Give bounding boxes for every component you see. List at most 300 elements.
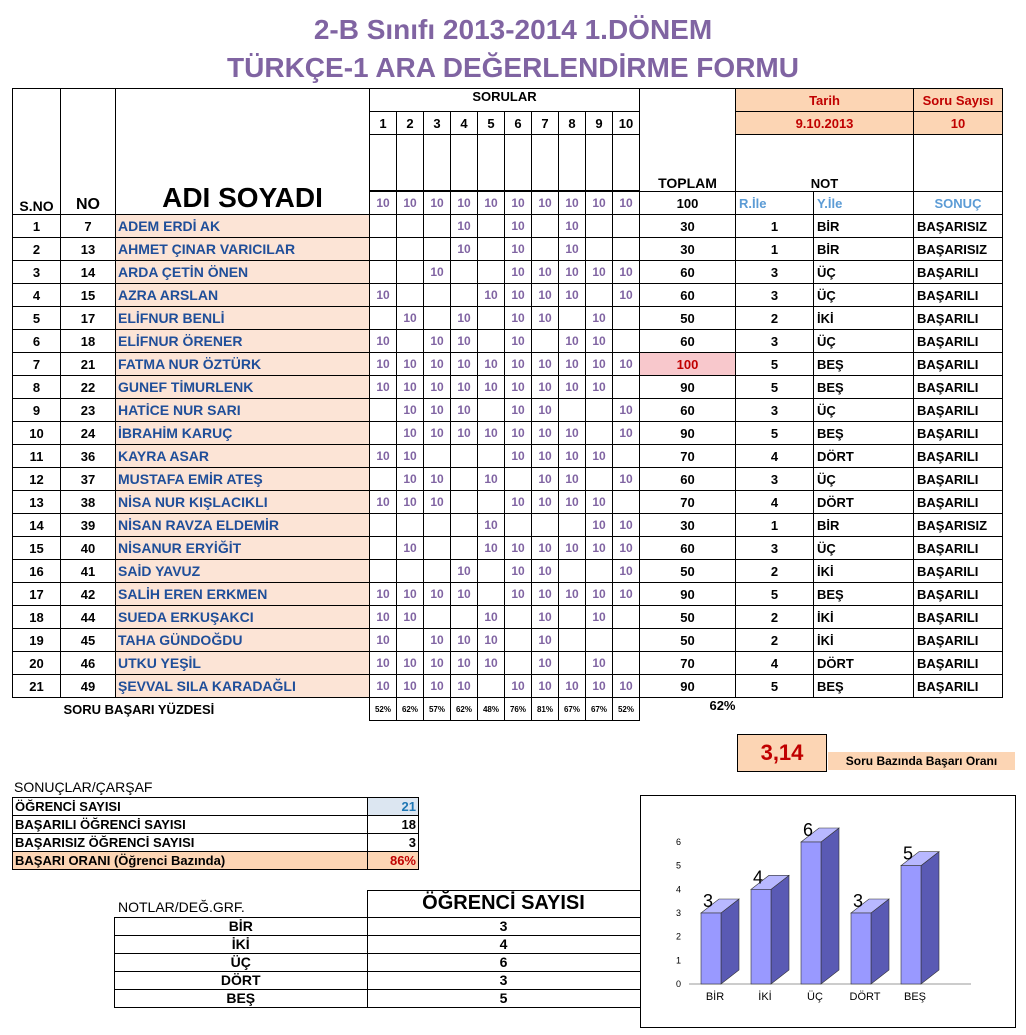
question-score: 10	[532, 399, 559, 422]
title-line1: 2-B Sınıfı 2013-2014 1.DÖNEM	[313, 14, 713, 45]
question-score: 10	[505, 491, 532, 514]
grade-name: DÖRT	[115, 971, 368, 989]
question-score: 10	[586, 261, 613, 284]
question-score: 10	[370, 353, 397, 376]
student-no: 36	[61, 445, 116, 468]
question-score	[559, 560, 586, 583]
question-score: 10	[397, 675, 424, 698]
student-grade-number: 2	[736, 629, 814, 652]
student-total: 60	[640, 261, 736, 284]
question-score: 10	[424, 261, 451, 284]
question-blank	[613, 135, 640, 191]
student-result: BAŞARISIZ	[914, 238, 1003, 261]
student-total: 90	[640, 675, 736, 698]
question-points: 10	[532, 192, 559, 215]
question-points: 10	[370, 192, 397, 215]
question-score	[559, 606, 586, 629]
question-score: 10	[451, 583, 478, 606]
question-score: 10	[451, 675, 478, 698]
bar-value-label: 3	[853, 891, 864, 911]
student-grade-number: 5	[736, 422, 814, 445]
student-total: 70	[640, 491, 736, 514]
student-total: 60	[640, 399, 736, 422]
bar-side	[771, 875, 789, 984]
grade-count: 4	[367, 935, 640, 953]
question-score: 10	[451, 560, 478, 583]
question-score: 10	[451, 629, 478, 652]
student-sno: 9	[13, 399, 61, 422]
student-sno: 20	[13, 652, 61, 675]
table-row	[13, 215, 1003, 238]
question-score: 10	[370, 376, 397, 399]
question-blank	[397, 135, 424, 191]
student-grade-number: 2	[736, 606, 814, 629]
question-score: 10	[370, 675, 397, 698]
student-grade-word: ÜÇ	[814, 468, 914, 491]
question-score	[478, 560, 505, 583]
question-score: 10	[532, 307, 559, 330]
student-total: 30	[640, 238, 736, 261]
table-row	[13, 422, 1003, 445]
student-no: 17	[61, 307, 116, 330]
summary-row	[13, 834, 419, 852]
student-grade-number: 1	[736, 215, 814, 238]
student-sno: 2	[13, 238, 61, 261]
student-result: BAŞARILI	[914, 468, 1003, 491]
question-score: 10	[424, 330, 451, 353]
student-name: NİSANUR ERYİĞİT	[116, 537, 370, 560]
student-result: BAŞARILI	[914, 399, 1003, 422]
question-score: 10	[559, 238, 586, 261]
student-result: BAŞARILI	[914, 537, 1003, 560]
student-sno: 4	[13, 284, 61, 307]
question-score	[613, 652, 640, 675]
question-score: 10	[397, 307, 424, 330]
student-total: 60	[640, 468, 736, 491]
student-no: 7	[61, 215, 116, 238]
title-line2: TÜRKÇE-1 ARA DEĞERLENDİRME FORMU	[227, 52, 799, 83]
question-score	[478, 491, 505, 514]
table-row	[13, 399, 1003, 422]
question-score	[505, 514, 532, 537]
y-tick-label: 4	[675, 884, 681, 895]
student-grade-word: BEŞ	[814, 583, 914, 606]
table-row	[13, 606, 1003, 629]
question-score	[559, 652, 586, 675]
question-score: 10	[613, 537, 640, 560]
student-no: 24	[61, 422, 116, 445]
bar-side	[821, 828, 839, 984]
student-grade-number: 2	[736, 560, 814, 583]
question-score	[586, 238, 613, 261]
question-score: 10	[397, 606, 424, 629]
question-score: 10	[424, 491, 451, 514]
question-success-percent: 81%	[532, 698, 559, 721]
bar-value-label: 6	[803, 820, 814, 840]
question-score	[478, 399, 505, 422]
student-sno: 5	[13, 307, 61, 330]
question-score	[424, 560, 451, 583]
question-number: 6	[505, 112, 532, 135]
question-score	[613, 238, 640, 261]
question-score: 10	[586, 491, 613, 514]
student-total: 60	[640, 330, 736, 353]
bar-side	[921, 852, 939, 984]
student-result: BAŞARILI	[914, 652, 1003, 675]
question-score: 10	[532, 675, 559, 698]
question-score	[397, 238, 424, 261]
tarih-label: Tarih	[736, 89, 914, 112]
question-score: 10	[397, 376, 424, 399]
question-score	[424, 445, 451, 468]
question-score: 10	[451, 330, 478, 353]
student-result: BAŞARILI	[914, 491, 1003, 514]
question-score	[532, 215, 559, 238]
question-score: 10	[397, 399, 424, 422]
question-score	[370, 514, 397, 537]
student-name: AZRA ARSLAN	[116, 284, 370, 307]
question-score: 10	[586, 652, 613, 675]
student-grade-word: BİR	[814, 514, 914, 537]
question-score: 10	[505, 238, 532, 261]
student-total: 30	[640, 215, 736, 238]
question-score: 10	[478, 284, 505, 307]
question-score	[397, 514, 424, 537]
question-score: 10	[532, 652, 559, 675]
summary-value: 86%	[368, 852, 419, 870]
sonuc-header: SONUÇ	[914, 192, 1003, 215]
success-row	[13, 698, 1003, 721]
student-name: NİSA NUR KIŞLACIKLI	[116, 491, 370, 514]
question-score: 10	[586, 376, 613, 399]
question-score	[451, 468, 478, 491]
question-score: 10	[505, 215, 532, 238]
table-row	[13, 261, 1003, 284]
question-score: 10	[532, 353, 559, 376]
student-name: SAİD YAVUZ	[116, 560, 370, 583]
summary-row	[13, 852, 419, 870]
question-score	[370, 422, 397, 445]
student-result: BAŞARILI	[914, 629, 1003, 652]
question-number: 9	[586, 112, 613, 135]
name-header: ADI SOYADI	[116, 89, 370, 215]
student-name: SALİH EREN ERKMEN	[116, 583, 370, 606]
table-row	[13, 629, 1003, 652]
question-score	[586, 422, 613, 445]
question-score	[478, 675, 505, 698]
grade-distribution-title: NOTLAR/DEĞ.GRF.	[118, 899, 245, 915]
question-score: 10	[451, 307, 478, 330]
question-number: 7	[532, 112, 559, 135]
question-number: 1	[370, 112, 397, 135]
question-score: 10	[532, 491, 559, 514]
bar	[751, 889, 771, 984]
y-tick-label: 2	[675, 931, 681, 942]
question-score: 10	[424, 675, 451, 698]
sorular-header: SORULAR	[370, 89, 640, 112]
bar-side	[721, 899, 739, 984]
question-score: 10	[424, 422, 451, 445]
question-score	[532, 514, 559, 537]
table-row	[13, 330, 1003, 353]
question-score	[505, 606, 532, 629]
question-score: 10	[559, 445, 586, 468]
student-no: 23	[61, 399, 116, 422]
grade-count: 6	[367, 953, 640, 971]
question-score: 10	[424, 353, 451, 376]
question-score: 10	[424, 583, 451, 606]
question-score: 10	[505, 330, 532, 353]
summary-table	[12, 797, 419, 870]
student-grade-word: ÜÇ	[814, 284, 914, 307]
question-score	[613, 491, 640, 514]
question-score: 10	[397, 491, 424, 514]
question-score: 10	[424, 376, 451, 399]
question-score: 10	[397, 583, 424, 606]
question-score: 10	[370, 330, 397, 353]
question-score: 10	[532, 537, 559, 560]
question-score: 10	[478, 422, 505, 445]
student-name: KAYRA ASAR	[116, 445, 370, 468]
question-number: 5	[478, 112, 505, 135]
student-no: 45	[61, 629, 116, 652]
question-blank	[505, 135, 532, 191]
question-score	[424, 606, 451, 629]
student-result: BAŞARILI	[914, 353, 1003, 376]
question-score: 10	[559, 215, 586, 238]
student-no: 44	[61, 606, 116, 629]
student-grade-word: BEŞ	[814, 353, 914, 376]
question-score: 10	[613, 583, 640, 606]
student-name: SUEDA ERKUŞAKCI	[116, 606, 370, 629]
grade-row	[115, 917, 641, 935]
no-header: NO	[61, 89, 116, 215]
student-grade-number: 4	[736, 445, 814, 468]
grade-chart	[640, 795, 1016, 1028]
question-score: 10	[505, 261, 532, 284]
question-score: 10	[532, 560, 559, 583]
student-name: ŞEVVAL SILA KARADAĞLI	[116, 675, 370, 698]
question-score: 10	[370, 491, 397, 514]
question-score: 10	[559, 353, 586, 376]
question-score	[478, 307, 505, 330]
summary-label: BAŞARILI ÖĞRENCİ SAYISI	[13, 816, 368, 834]
question-number: 2	[397, 112, 424, 135]
grade-count: 3	[367, 917, 640, 935]
student-name: ADEM ERDİ AK	[116, 215, 370, 238]
question-points: 10	[559, 192, 586, 215]
bar-value-label: 5	[903, 843, 914, 864]
question-score	[586, 629, 613, 652]
question-points: 10	[613, 192, 640, 215]
summary-label: BAŞARISIZ ÖĞRENCİ SAYISI	[13, 834, 368, 852]
x-tick-label: BEŞ	[903, 991, 927, 1003]
student-grade-number: 3	[736, 399, 814, 422]
student-result: BAŞARILI	[914, 445, 1003, 468]
question-score: 10	[613, 514, 640, 537]
question-score	[613, 330, 640, 353]
student-grade-number: 3	[736, 537, 814, 560]
question-score: 10	[586, 583, 613, 606]
question-score: 10	[451, 353, 478, 376]
question-blank	[586, 135, 613, 191]
student-total: 60	[640, 284, 736, 307]
student-sno: 7	[13, 353, 61, 376]
question-score: 10	[478, 514, 505, 537]
grade-count: 5	[367, 989, 640, 1007]
question-blank	[559, 135, 586, 191]
question-score	[505, 629, 532, 652]
total-success-percent: 62%	[709, 698, 736, 713]
question-score: 10	[613, 468, 640, 491]
summary-value: 21	[368, 798, 419, 816]
r-ile-header: R.İle	[736, 192, 814, 215]
question-score	[397, 330, 424, 353]
question-score	[586, 215, 613, 238]
student-grade-word: BEŞ	[814, 422, 914, 445]
summary-row	[13, 816, 419, 834]
question-score	[478, 238, 505, 261]
student-sno: 1	[13, 215, 61, 238]
student-no: 38	[61, 491, 116, 514]
student-no: 39	[61, 514, 116, 537]
grade-count-header: ÖĞRENCİ SAYISI	[367, 891, 640, 918]
question-score: 10	[370, 629, 397, 652]
student-result: BAŞARILI	[914, 376, 1003, 399]
y-tick-label: 0	[675, 979, 681, 989]
question-score	[397, 261, 424, 284]
student-result: BAŞARILI	[914, 560, 1003, 583]
y-tick-label: 5	[675, 860, 681, 871]
student-no: 40	[61, 537, 116, 560]
student-grade-number: 5	[736, 675, 814, 698]
question-score: 10	[586, 537, 613, 560]
question-score	[451, 284, 478, 307]
mean-grade: 3,14	[737, 734, 827, 772]
student-name: TAHA GÜNDOĞDU	[116, 629, 370, 652]
student-total: 50	[640, 629, 736, 652]
bar	[901, 866, 921, 984]
table-row	[13, 376, 1003, 399]
question-score: 10	[478, 537, 505, 560]
grade-name: ÜÇ	[115, 953, 368, 971]
question-points: 10	[451, 192, 478, 215]
question-success-percent: 62%	[397, 698, 424, 721]
grade-bar-chart	[641, 796, 1015, 1027]
question-score: 10	[451, 399, 478, 422]
question-score	[451, 514, 478, 537]
tarih-value: 9.10.2013	[736, 112, 914, 135]
grade-table	[12, 88, 1003, 721]
question-points: 10	[424, 192, 451, 215]
student-grade-word: ÜÇ	[814, 537, 914, 560]
question-score: 10	[613, 399, 640, 422]
table-row	[13, 675, 1003, 698]
question-score: 10	[397, 537, 424, 560]
question-score	[559, 307, 586, 330]
question-score: 10	[559, 491, 586, 514]
question-score	[370, 215, 397, 238]
question-score: 10	[505, 307, 532, 330]
bar	[851, 913, 871, 984]
student-result: BAŞARISIZ	[914, 514, 1003, 537]
grade-row	[115, 953, 641, 971]
student-grade-word: İKİ	[814, 307, 914, 330]
student-grade-number: 5	[736, 583, 814, 606]
question-success-percent: 67%	[559, 698, 586, 721]
question-points: 10	[586, 192, 613, 215]
question-score: 10	[532, 422, 559, 445]
question-score	[505, 652, 532, 675]
question-score: 10	[505, 560, 532, 583]
y-tick-label: 6	[675, 837, 681, 847]
student-sno: 18	[13, 606, 61, 629]
x-tick-label: İKİ	[758, 991, 772, 1003]
question-score	[370, 307, 397, 330]
student-sno: 11	[13, 445, 61, 468]
question-score	[397, 215, 424, 238]
sno-header: S.NO	[13, 89, 61, 215]
x-tick-label: BİR	[705, 991, 725, 1003]
student-sno: 14	[13, 514, 61, 537]
question-score: 10	[397, 652, 424, 675]
question-blank	[370, 135, 397, 191]
student-grade-word: BİR	[814, 238, 914, 261]
question-score: 10	[451, 238, 478, 261]
question-score	[613, 629, 640, 652]
mean-grade-label: Soru Bazında Başarı Oranı	[828, 752, 1015, 770]
table-row	[13, 238, 1003, 261]
student-result: BAŞARILI	[914, 583, 1003, 606]
question-score	[613, 215, 640, 238]
question-score: 10	[613, 675, 640, 698]
question-score	[424, 537, 451, 560]
question-score: 10	[559, 422, 586, 445]
question-score: 10	[505, 675, 532, 698]
question-score	[586, 399, 613, 422]
student-grade-word: İKİ	[814, 629, 914, 652]
student-grade-word: BEŞ	[814, 675, 914, 698]
student-no: 18	[61, 330, 116, 353]
question-score	[424, 514, 451, 537]
student-name: NİSAN RAVZA ELDEMİR	[116, 514, 370, 537]
student-total: 90	[640, 376, 736, 399]
table-row	[13, 445, 1003, 468]
student-result: BAŞARILI	[914, 261, 1003, 284]
summary-label: ÖĞRENCİ SAYISI	[13, 798, 368, 816]
student-total: 90	[640, 422, 736, 445]
student-result: BAŞARILI	[914, 675, 1003, 698]
question-score	[613, 606, 640, 629]
question-score: 10	[559, 583, 586, 606]
student-grade-word: ÜÇ	[814, 399, 914, 422]
summary-label: BAŞARI ORANI (Öğrenci Bazında)	[13, 852, 368, 870]
question-score: 10	[478, 652, 505, 675]
question-score: 10	[586, 675, 613, 698]
question-score	[451, 606, 478, 629]
student-grade-number: 4	[736, 491, 814, 514]
toplam-header: TOPLAM	[640, 89, 736, 192]
question-score: 10	[532, 376, 559, 399]
student-no: 15	[61, 284, 116, 307]
question-score	[586, 284, 613, 307]
table-row	[13, 353, 1003, 376]
question-score: 10	[397, 353, 424, 376]
success-row-label: SORU BAŞARI YÜZDESİ	[63, 701, 215, 717]
question-score: 10	[586, 606, 613, 629]
student-grade-number: 3	[736, 261, 814, 284]
question-score: 10	[505, 353, 532, 376]
